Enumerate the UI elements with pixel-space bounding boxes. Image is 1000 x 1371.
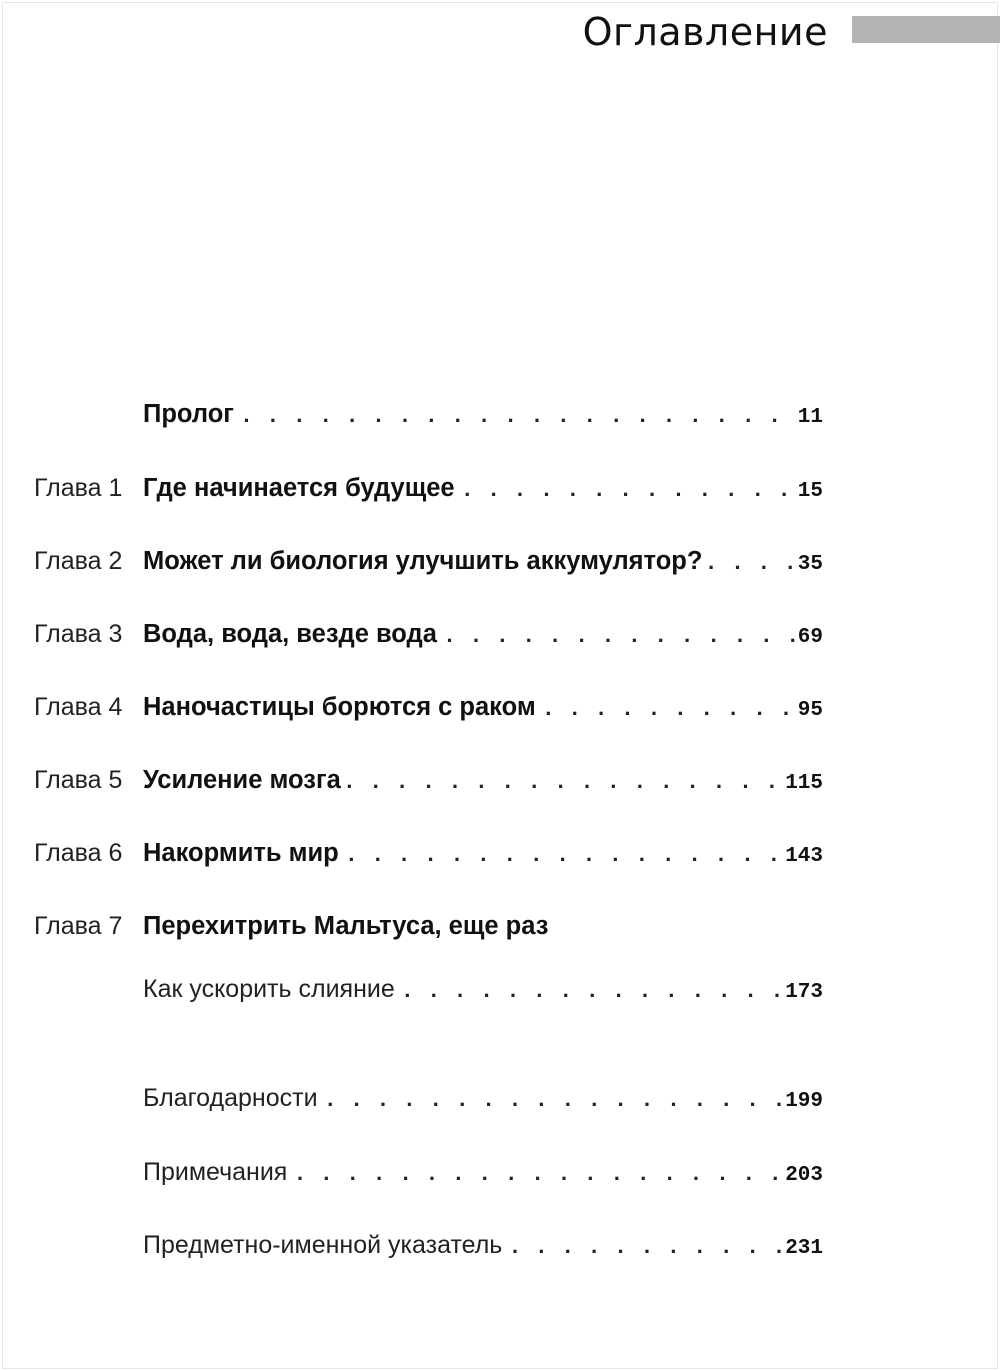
dot-leader [401, 972, 783, 1012]
entry-line [143, 541, 823, 585]
page-number: 95 [797, 699, 823, 722]
dot-leader [343, 763, 783, 803]
entry-line [143, 468, 823, 512]
toc-entry-chapter-5[interactable] [0, 760, 1000, 800]
toc-entry-chapter-1[interactable] [0, 468, 1000, 508]
entry-title: Наночастицы борются с раком [143, 693, 536, 721]
dot-leader [345, 836, 783, 876]
entry-title: Где начинается будущее [143, 474, 455, 502]
chapter-label: Глава 3 [34, 620, 123, 648]
page-number: 15 [797, 480, 823, 503]
entry-line [143, 833, 823, 877]
page-number: 173 [785, 981, 823, 1004]
dot-leader [542, 690, 796, 730]
entry-title: Вода, вода, везде вода [143, 620, 437, 648]
toc-entry-chapter-3[interactable] [0, 614, 1000, 654]
entry-line [143, 1225, 823, 1269]
page-number: 11 [797, 406, 823, 429]
entry-title: Накормить мир [143, 839, 339, 867]
entry-title: Усиление мозга [143, 766, 341, 794]
dot-leader [240, 397, 796, 437]
dot-leader [324, 1081, 784, 1121]
toc-entry-subsection[interactable] [0, 969, 1000, 1009]
page-number: 199 [785, 1090, 823, 1113]
entry-line [143, 614, 823, 658]
page-number: 231 [785, 1237, 823, 1260]
toc-entry-chapter-7[interactable] [0, 906, 1000, 946]
entry-title: Примечания [143, 1158, 288, 1186]
entry-title: Может ли биология улучшить аккумулятор? [143, 547, 703, 575]
chapter-label: Глава 1 [34, 474, 123, 502]
page-title: Оглавление [582, 10, 828, 54]
entry-line [143, 1152, 823, 1196]
dot-leader [508, 1228, 783, 1268]
dot-leader [293, 1155, 783, 1195]
entry-line [143, 969, 823, 1013]
entry-line [143, 394, 823, 438]
toc-entry-chapter-6[interactable] [0, 833, 1000, 873]
entry-line [143, 1078, 823, 1122]
toc-entry-acknowledgments[interactable] [0, 1078, 1000, 1118]
toc-entry-chapter-2[interactable] [0, 541, 1000, 581]
entry-title: Пролог [143, 400, 234, 428]
chapter-label: Глава 6 [34, 839, 123, 867]
entry-title: Благодарности [143, 1084, 318, 1112]
toc-entry-chapter-4[interactable] [0, 687, 1000, 727]
chapter-label: Глава 4 [34, 693, 123, 721]
page-number: 69 [797, 626, 823, 649]
entry-line [143, 687, 823, 731]
toc-entry-prologue[interactable] [0, 394, 1000, 434]
entry-title: Перехитрить Мальтуса, еще раз [143, 912, 549, 940]
page-number: 115 [785, 772, 823, 795]
header-bar [852, 16, 1000, 43]
toc-entry-index[interactable] [0, 1225, 1000, 1265]
page-number: 35 [797, 553, 823, 576]
chapter-label: Глава 2 [34, 547, 123, 575]
entry-line [143, 760, 823, 804]
page-number: 143 [785, 845, 823, 868]
entry-title: Предметно-именной указатель [143, 1231, 503, 1259]
dot-leader [443, 617, 796, 657]
toc-entry-notes[interactable] [0, 1152, 1000, 1192]
entry-line [143, 906, 823, 946]
chapter-label: Глава 5 [34, 766, 123, 794]
dot-leader [461, 471, 796, 511]
page-number: 203 [785, 1164, 823, 1187]
entry-title: Как ускорить слияние [143, 975, 395, 1003]
chapter-label: Глава 7 [34, 912, 123, 940]
dot-leader [704, 544, 795, 584]
